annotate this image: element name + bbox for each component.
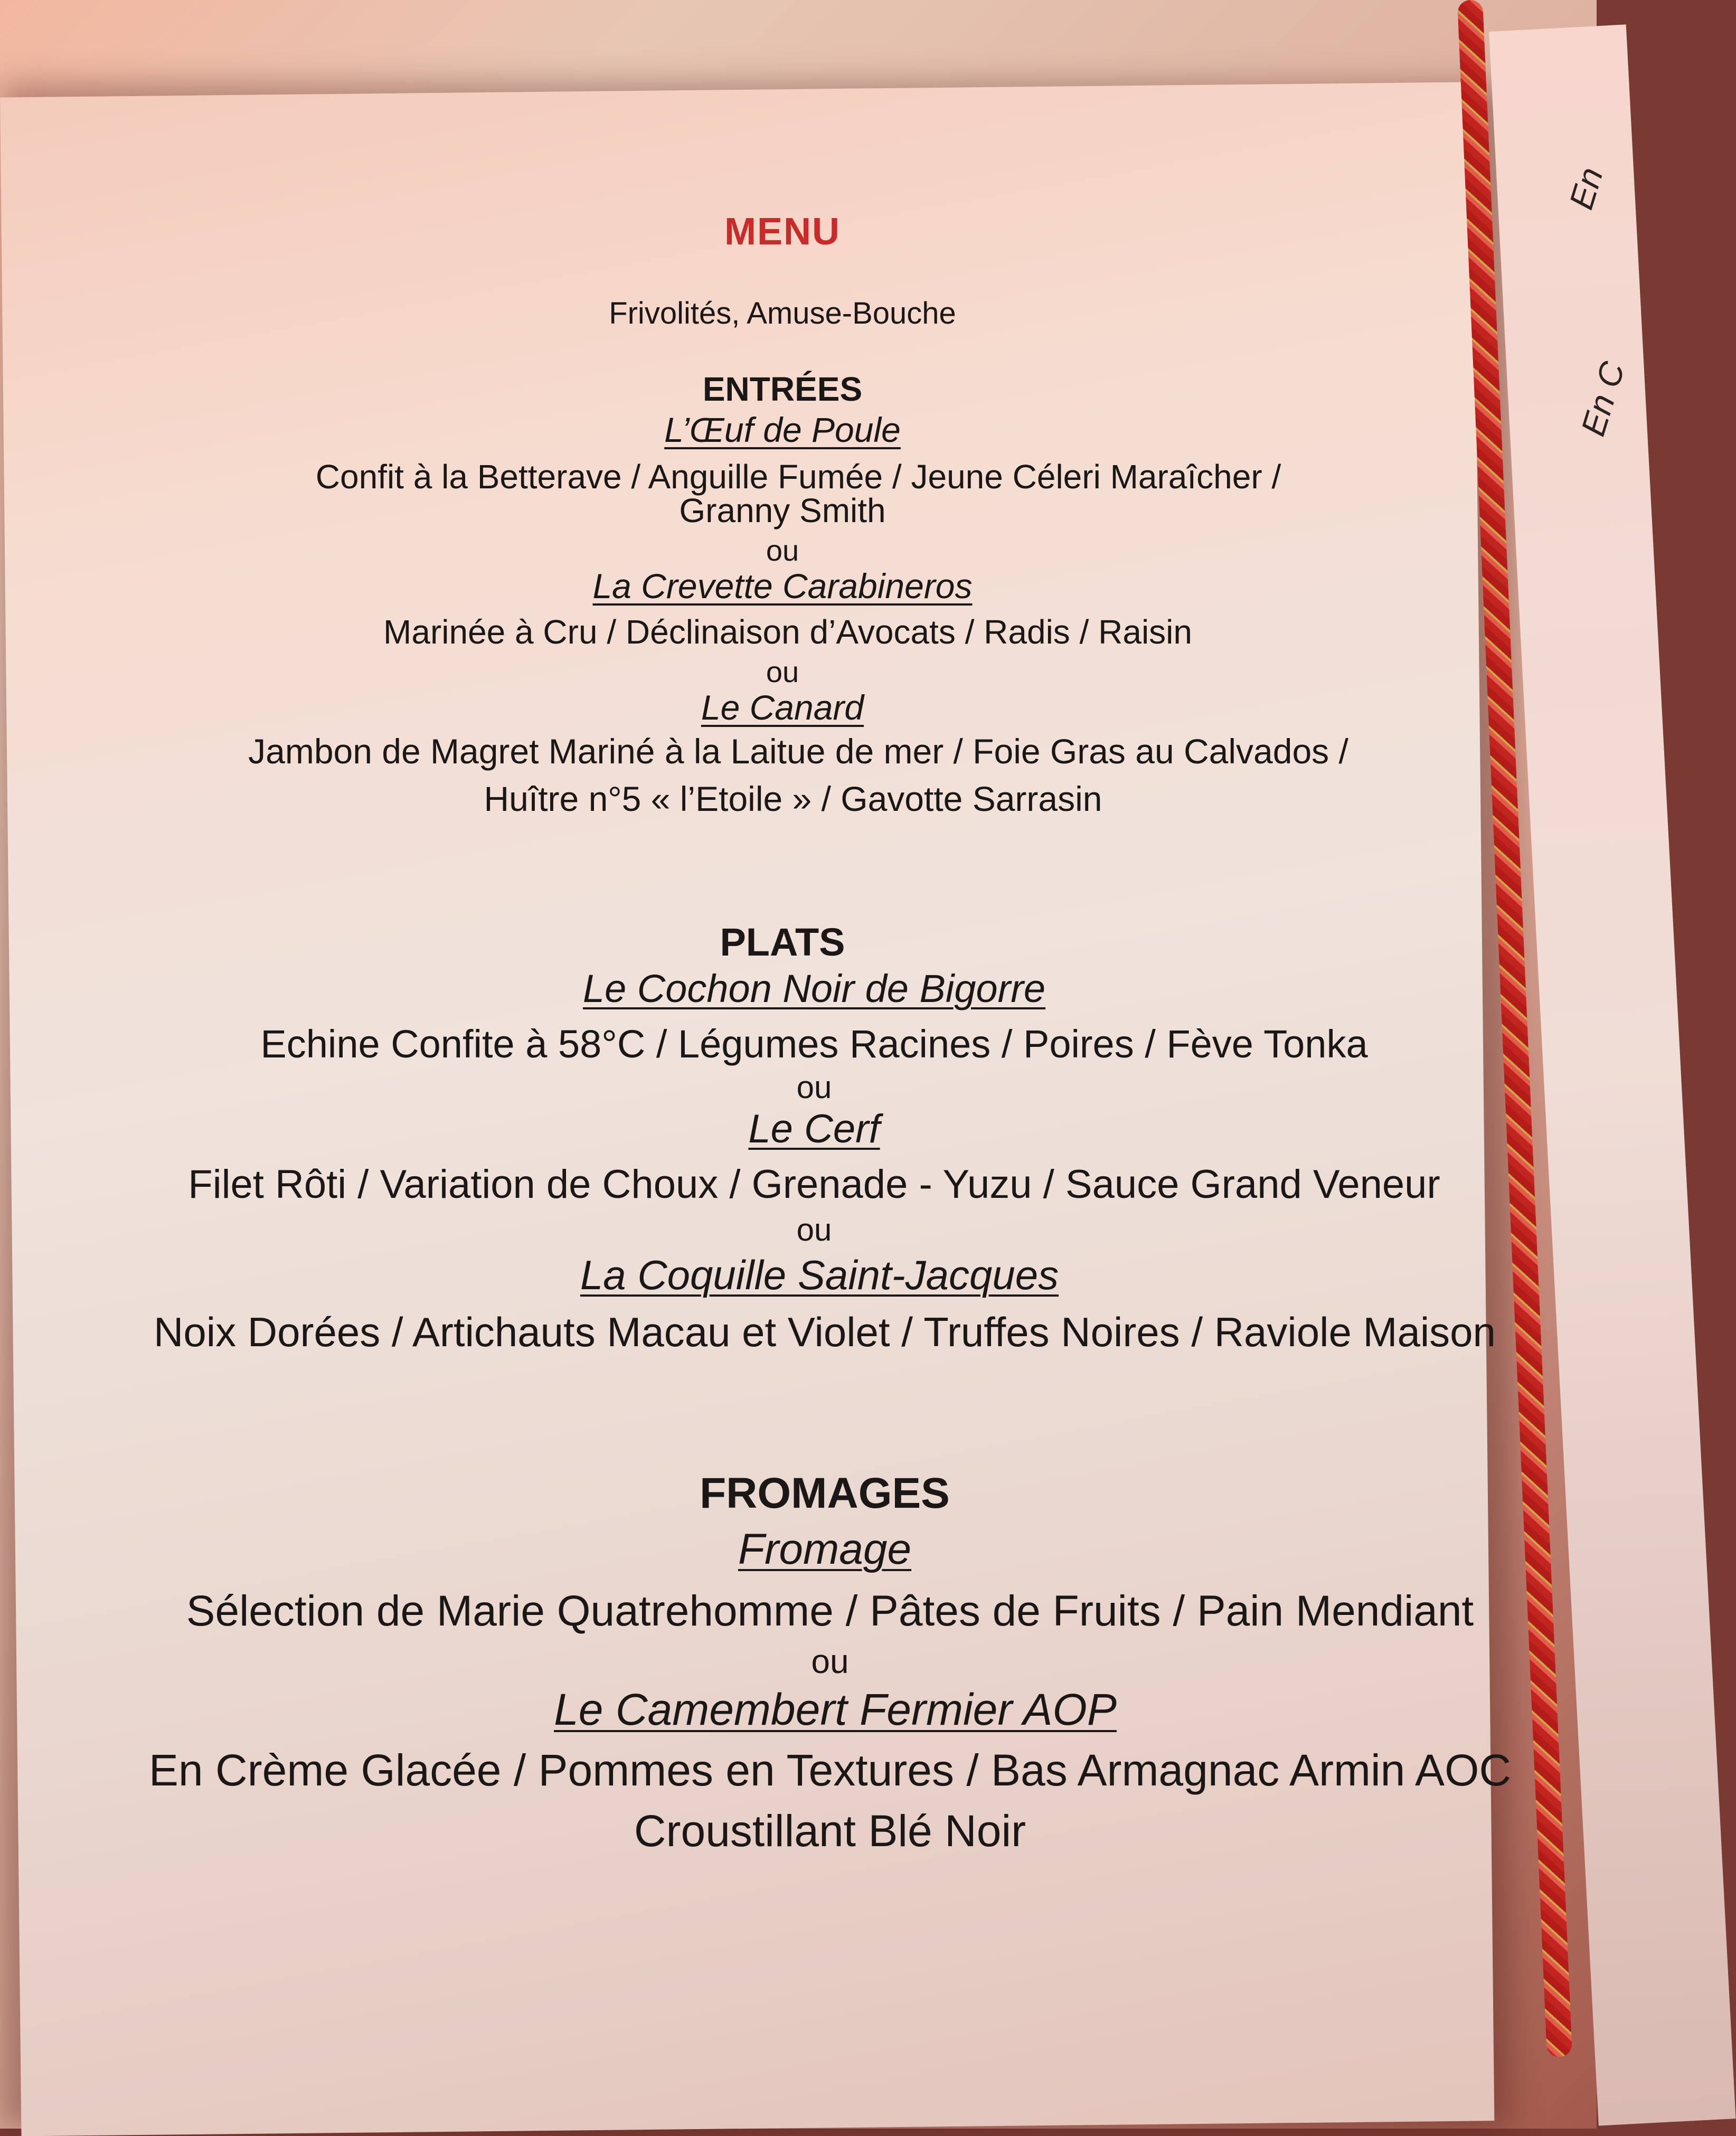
next-page-peek-text: En [1562, 163, 1610, 214]
dish-name: Fromage [738, 1525, 912, 1573]
dish-name: Le Cochon Noir de Bigorre [582, 967, 1046, 1010]
dish-description: Jambon de Magret Mariné à la Laitue de mer / Foie Gras au Calvados / [248, 732, 1348, 771]
section-heading-fromages: FROMAGES [700, 1469, 950, 1517]
dish-name: La Coquille Saint-Jacques [580, 1252, 1059, 1298]
choice-separator: ou [766, 655, 799, 688]
menu-title: MENU [724, 211, 841, 253]
dish-description: Croustillant Blé Noir [634, 1806, 1026, 1856]
dish-name: Le Canard [701, 688, 864, 727]
next-page-peek-text: En C [1573, 357, 1633, 441]
menu-intro: Frivolités, Amuse-Bouche [609, 296, 956, 330]
dish-name: Le Camembert Fermier AOP [554, 1685, 1117, 1734]
dish-name: L’Œuf de Poule [664, 410, 901, 449]
dish-description: Echine Confite à 58°C / Légumes Racines / Poires / Fève Tonka [260, 1022, 1368, 1066]
dish-description: Marinée à Cru / Déclinaison d’Avocats / Radis / Raisin [383, 613, 1192, 651]
dish-name: Le Cerf [748, 1107, 880, 1151]
choice-separator: ou [796, 1070, 832, 1105]
choice-separator: ou [796, 1212, 832, 1247]
dish-description: Sélection de Marie Quatrehomme / Pâtes de Fruits / Pain Mendiant [186, 1587, 1474, 1635]
dish-description: Granny Smith [679, 492, 886, 530]
section-heading-plats: PLATS [720, 920, 845, 964]
dish-description: Noix Dorées / Artichauts Macau et Violet / Truffes Noires / Raviole Maison [154, 1309, 1496, 1355]
dish-description: Huître n°5 « l’Etoile » / Gavotte Sarrasin [484, 779, 1102, 818]
dish-description: En Crème Glacée / Pommes en Textures / Bas Armagnac Armin AOC [148, 1745, 1512, 1795]
dish-description: Filet Rôti / Variation de Choux / Grenade - Yuzu / Sauce Grand Veneur [188, 1162, 1440, 1207]
dish-name: La Crevette Carabineros [592, 566, 973, 606]
choice-separator: ou [766, 534, 799, 567]
section-heading-entrees: ENTRÉES [702, 370, 863, 408]
choice-separator: ou [811, 1642, 849, 1680]
dish-description: Confit à la Betterave / Anguille Fumée / Jeune Céleri Maraîcher / [315, 458, 1281, 496]
